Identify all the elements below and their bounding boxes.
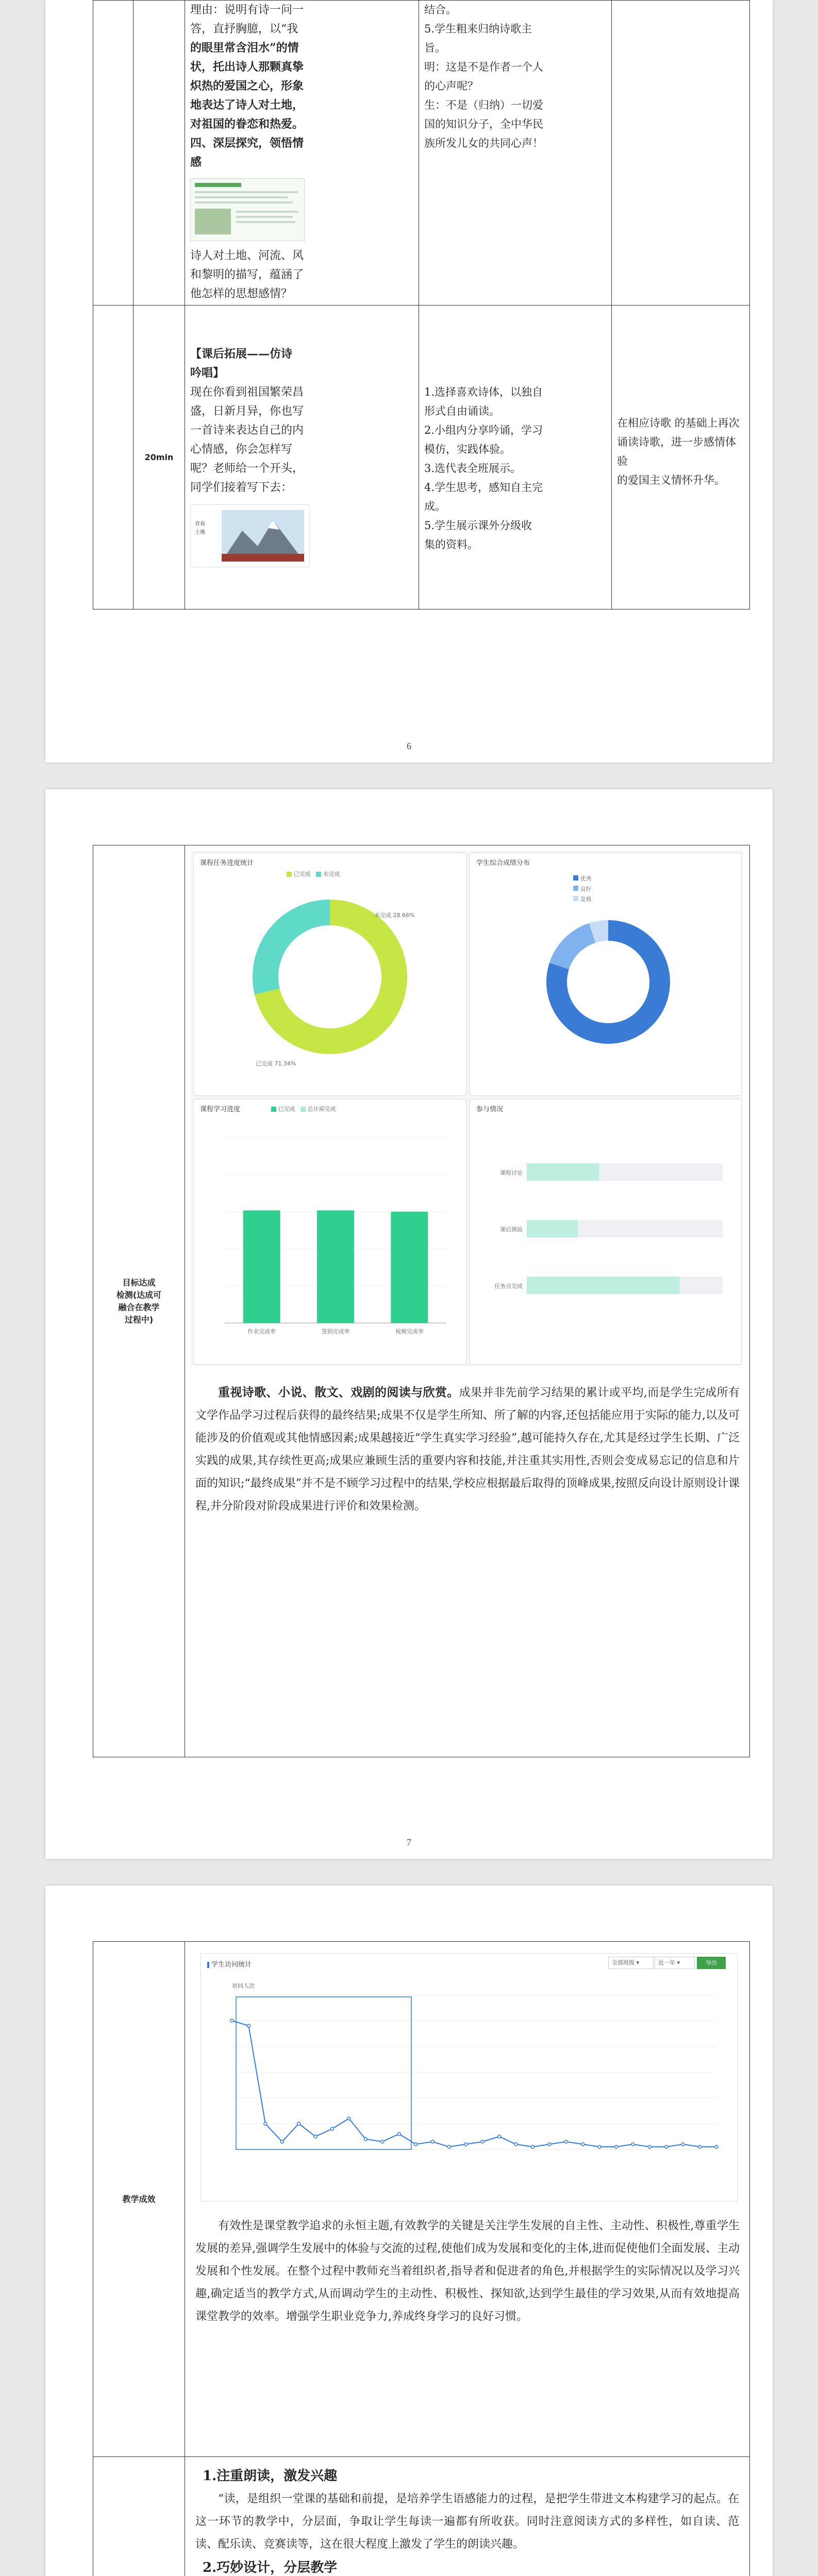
intent-line: 的爱国主义情怀升华。 [617,474,725,486]
thumb-caption: 土地 [195,530,205,535]
cell-r1-c2 [133,1,185,306]
bar [243,1210,280,1323]
data-point [247,2024,250,2027]
poem-thumbnail [190,178,305,241]
x-tick-label: 签到完成率 [321,1328,350,1335]
reason-line: 感 [190,156,202,169]
task-progress-card [193,853,466,1096]
cell-r1-c5 [612,1,750,306]
cell-r2-c1 [93,306,133,609]
student-activity-cell [419,306,612,609]
data-point [631,2143,635,2146]
thumb-caption: 青春 [195,521,205,527]
data-point [615,2145,618,2148]
extension-line: 现在你看到祖国繁荣昌 [190,386,304,399]
feature-paragraph-1: “读，是组织一堂课的基础和前提，是培养学生语感能力的过程，是把学生带进文本构建学习的起点。在这一环节的教学中，分层面，争取让学生每读一遍都有所收获。同时注意阅读方式的多样性，如自读、范读、配乐读、竞赛读等，这在很大程度上激发了学生的朗读兴趣。 [195,2493,739,2551]
activity-line: 国的知识分子，全中华民 [424,118,543,130]
data-point [548,2143,551,2146]
range-select[interactable] [655,1957,695,1969]
panel-title: 学生访问统计 [211,1961,252,1969]
score-donut-chart [470,879,741,1095]
activity-line: 5.学生粗来归纳诗歌主 [424,23,532,35]
assessment-table [93,845,750,1757]
cell-r1-c1 [93,1,133,306]
data-point [531,2145,534,2148]
data-point [431,2140,434,2143]
legend-label: 已完成 [293,871,311,877]
effect-paragraph: 有效性是课堂教学追求的永恒主题,有效教学的关键是关注学生发展的自主性、主动性、积极性,尊重学生发展的差异,强调学生发展中的体验与交流的过程,使他们成为发展和变化的主体,进而促使他们全面发展、主动发展和个性发展。在整个过程中教师充当着组织者,指导者和促进者的角色,并根据学生的实际情况以及学习兴趣,确定适当的教学方式,从而调动学生的主动性、积极性、探知欲,达到学生最佳的学习效果,从而有效地提高课堂教学的效率。增强学生职业竞争力,养成终身学习的良好习惯。 [195,2219,740,2323]
task-donut-chart [194,879,466,1095]
card-title: 课程学习进度 [200,1106,241,1113]
reason-line: 答，直抒胸臆，以“我 [190,23,298,36]
extension-line: 心情感，你会怎样写 [190,443,293,456]
question-line: 他怎样的思想感情？ [190,287,293,300]
activity-line: 族所发儿女的共同心声！ [424,137,543,149]
bar [527,1277,679,1294]
data-point [381,2140,384,2143]
label-line: 融合在教学 [118,1302,160,1312]
visits-line-chart [201,1985,737,2201]
activity-line: 2.小组内分享吟诵，学习 [424,424,543,436]
pct-label: 未完成 28.66% [374,912,415,919]
data-point [364,2138,367,2141]
y-tick-label: 课程讨论 [500,1170,523,1176]
extension-line: 同学们接着写下去： [190,481,293,494]
bar [527,1163,599,1181]
intent-cell [612,306,750,609]
effect-content-cell [185,1942,750,2457]
label-line: 过程中) [124,1314,154,1325]
data-point [498,2135,501,2138]
data-point [715,2145,718,2148]
reason-line: 四、深层探究，领悟情 [190,137,304,150]
paragraph-body: 成果并非先前学习结果的累计或平均,而是学生完成所有文学作品学习过程后获得的最终结果;成果不仅是学生所知、所了解的内容,还包括能应用于实际的能力,以及可能涉及的价值观或其他情感因素;成果越接近“学生真实学习经验”,越可能持久存在,尤其是经过学生长期、广泛实践的成果,其存续性更高;成果应兼顾生活的重要内容和技能,并注重其实用性,否则会变成易忘记的信息和片面的知识;“最终成果”并不是不顾学习过程中的结果,学校应根据最后取得的顶峰成果,按照反向设计原则设计课程,并分阶段对阶段成果进行评价和效果检测。 [195,1386,740,1513]
activity-line: 4.学生思考，感知自主完 [424,481,543,494]
data-point [564,2140,567,2143]
data-point [581,2143,585,2146]
series-line [232,2021,716,2147]
card-title: 课程任务进度统计 [200,859,254,867]
feature-heading-1: 1.注重朗读，激发兴趣 [203,2468,338,2484]
legend-label: 总计需完成 [307,1106,336,1112]
time-cell [133,306,185,609]
intent-line: 在相应诗歌 的基础上再次 [617,417,740,429]
cell-r1-c4 [419,1,612,306]
page-3 [45,1886,773,2576]
export-button[interactable]: 导出 [697,1957,726,1969]
card-title: 参与情况 [476,1106,504,1113]
assessment-paragraph [195,1381,740,1518]
extension-line: 盛，日新月异，你也写 [190,405,304,418]
y-tick-label: 课后测验 [500,1226,523,1233]
question-line: 诗人对土地、河流、风 [190,249,304,262]
effect-label-cell [93,1942,185,2457]
label-line: 检测(达成可 [116,1290,162,1300]
activity-line: 1.选择喜欢诗体，以独自 [424,386,543,398]
legend-label: 已完成 [278,1106,295,1112]
extension-line: 呢？老师给一个开头， [190,462,304,475]
participation-chart [470,1117,741,1364]
page-number: 6 [407,741,411,751]
question-line: 和黎明的描写，蕴涵了 [190,268,304,281]
chevron-down-icon: ▾ [636,1959,640,1966]
donut-slice [253,900,330,994]
learning-progress-chart [194,1117,466,1364]
page-1 [45,0,773,762]
reason-line: 对祖国的眷恋和热爱。 [190,117,304,131]
select-value: 全部班级 [612,1959,635,1966]
data-point [648,2145,651,2148]
data-point [297,2122,301,2125]
activity-line: 模仿，实践体验。 [424,443,511,455]
participation-card [470,1099,742,1365]
lesson-table-page1 [93,0,750,609]
bar [527,1220,578,1238]
activity-line: 3.选代表全班展示。 [424,462,522,474]
data-point [698,2145,702,2148]
mountain-image [222,510,304,562]
extension-title: 吟唱】 [190,366,225,380]
activity-line: 生：不是（归纳）一切爱 [424,99,543,111]
activity-line: 的心声呢？ [424,80,478,92]
legend-label: 良好 [580,886,592,892]
highlight-box [236,1997,411,2149]
x-tick-label: 作业完成率 [247,1328,276,1335]
data-point [264,2122,267,2125]
data-point [280,2140,283,2143]
class-select[interactable] [608,1957,654,1969]
data-point [665,2145,668,2148]
page-2 [45,789,773,1859]
time-label: 20min [144,452,174,462]
reason-line: 地表达了诗人对土地， [190,98,304,112]
data-point [598,2145,601,2148]
score-distribution-card [470,853,742,1096]
extension-title: 【课后拓展——仿诗 [190,347,293,361]
activity-line: 5.学生展示课外分级收 [424,519,532,532]
activity-line: 旨。 [424,42,446,54]
data-point [397,2132,400,2136]
activity-line: 明：这是不是作者一个人 [424,61,543,73]
paragraph-title: 重视诗歌、小说、散文、戏剧的阅读与欣赏。 [218,1385,459,1399]
data-point [414,2143,418,2146]
reason-line: 炽热的爱国之心，形象 [190,79,304,93]
select-value: 近一年 [658,1959,675,1966]
card-title: 学生综合成绩分布 [476,859,530,867]
pct-label: 已完成 71.34% [256,1060,296,1067]
dashboard [191,851,743,1366]
intent-line: 诵读诗歌，进一步感情体验 [617,436,736,467]
label-line: 目标达成 [122,1277,156,1287]
effect-table [93,1941,750,2576]
activity-line: 结合。 [424,4,457,16]
legend [287,870,340,878]
visits-panel [201,1953,738,2201]
data-point [464,2143,468,2146]
legend-label: 及格 [580,896,592,903]
extension-cell [185,306,419,609]
data-point [681,2143,685,2146]
bar [391,1212,428,1323]
data-point [481,2140,484,2143]
activity-line: 成。 [424,500,446,513]
data-point [230,2019,233,2022]
chevron-down-icon: ▾ [677,1959,680,1966]
y-tick-label: 任务点完成 [494,1283,523,1290]
data-point [447,2145,450,2148]
feature-label-cell [93,2457,185,2576]
feature-heading-2: 2.巧妙设计，分层教学 [203,2560,338,2575]
x-tick-label: 视频完成率 [395,1328,424,1335]
reason-line: 理由：说明有诗一问一 [190,4,304,16]
chart-inner-title: 访问人次 [232,1982,255,1989]
legend [271,1105,336,1113]
activity-line: 集的资料。 [424,538,478,551]
legend-label: 未完成 [323,871,340,877]
page-number: 7 [407,1837,411,1848]
label-line: 教学成效 [122,2194,156,2204]
reason-line: 的眼里常含泪水”的情 [190,41,299,55]
reason-line: 状，托出诗人那颗真挚 [190,60,304,74]
feature-content-cell [185,2457,750,2576]
extension-line: 一首诗来表达自己的内 [190,424,304,437]
donut-slice [549,923,595,969]
legend-label: 优秀 [580,875,592,882]
cell-r1-c3 [185,1,419,306]
data-point [514,2143,517,2146]
data-point [347,2117,350,2120]
landscape-thumbnail [190,504,310,567]
learning-progress-card [193,1099,466,1365]
data-point [314,2135,317,2138]
assessment-label-cell [93,845,185,1757]
activity-line: 形式自由诵读。 [424,405,500,417]
bar [317,1210,354,1323]
assessment-content-cell [185,845,750,1757]
data-point [330,2127,333,2130]
